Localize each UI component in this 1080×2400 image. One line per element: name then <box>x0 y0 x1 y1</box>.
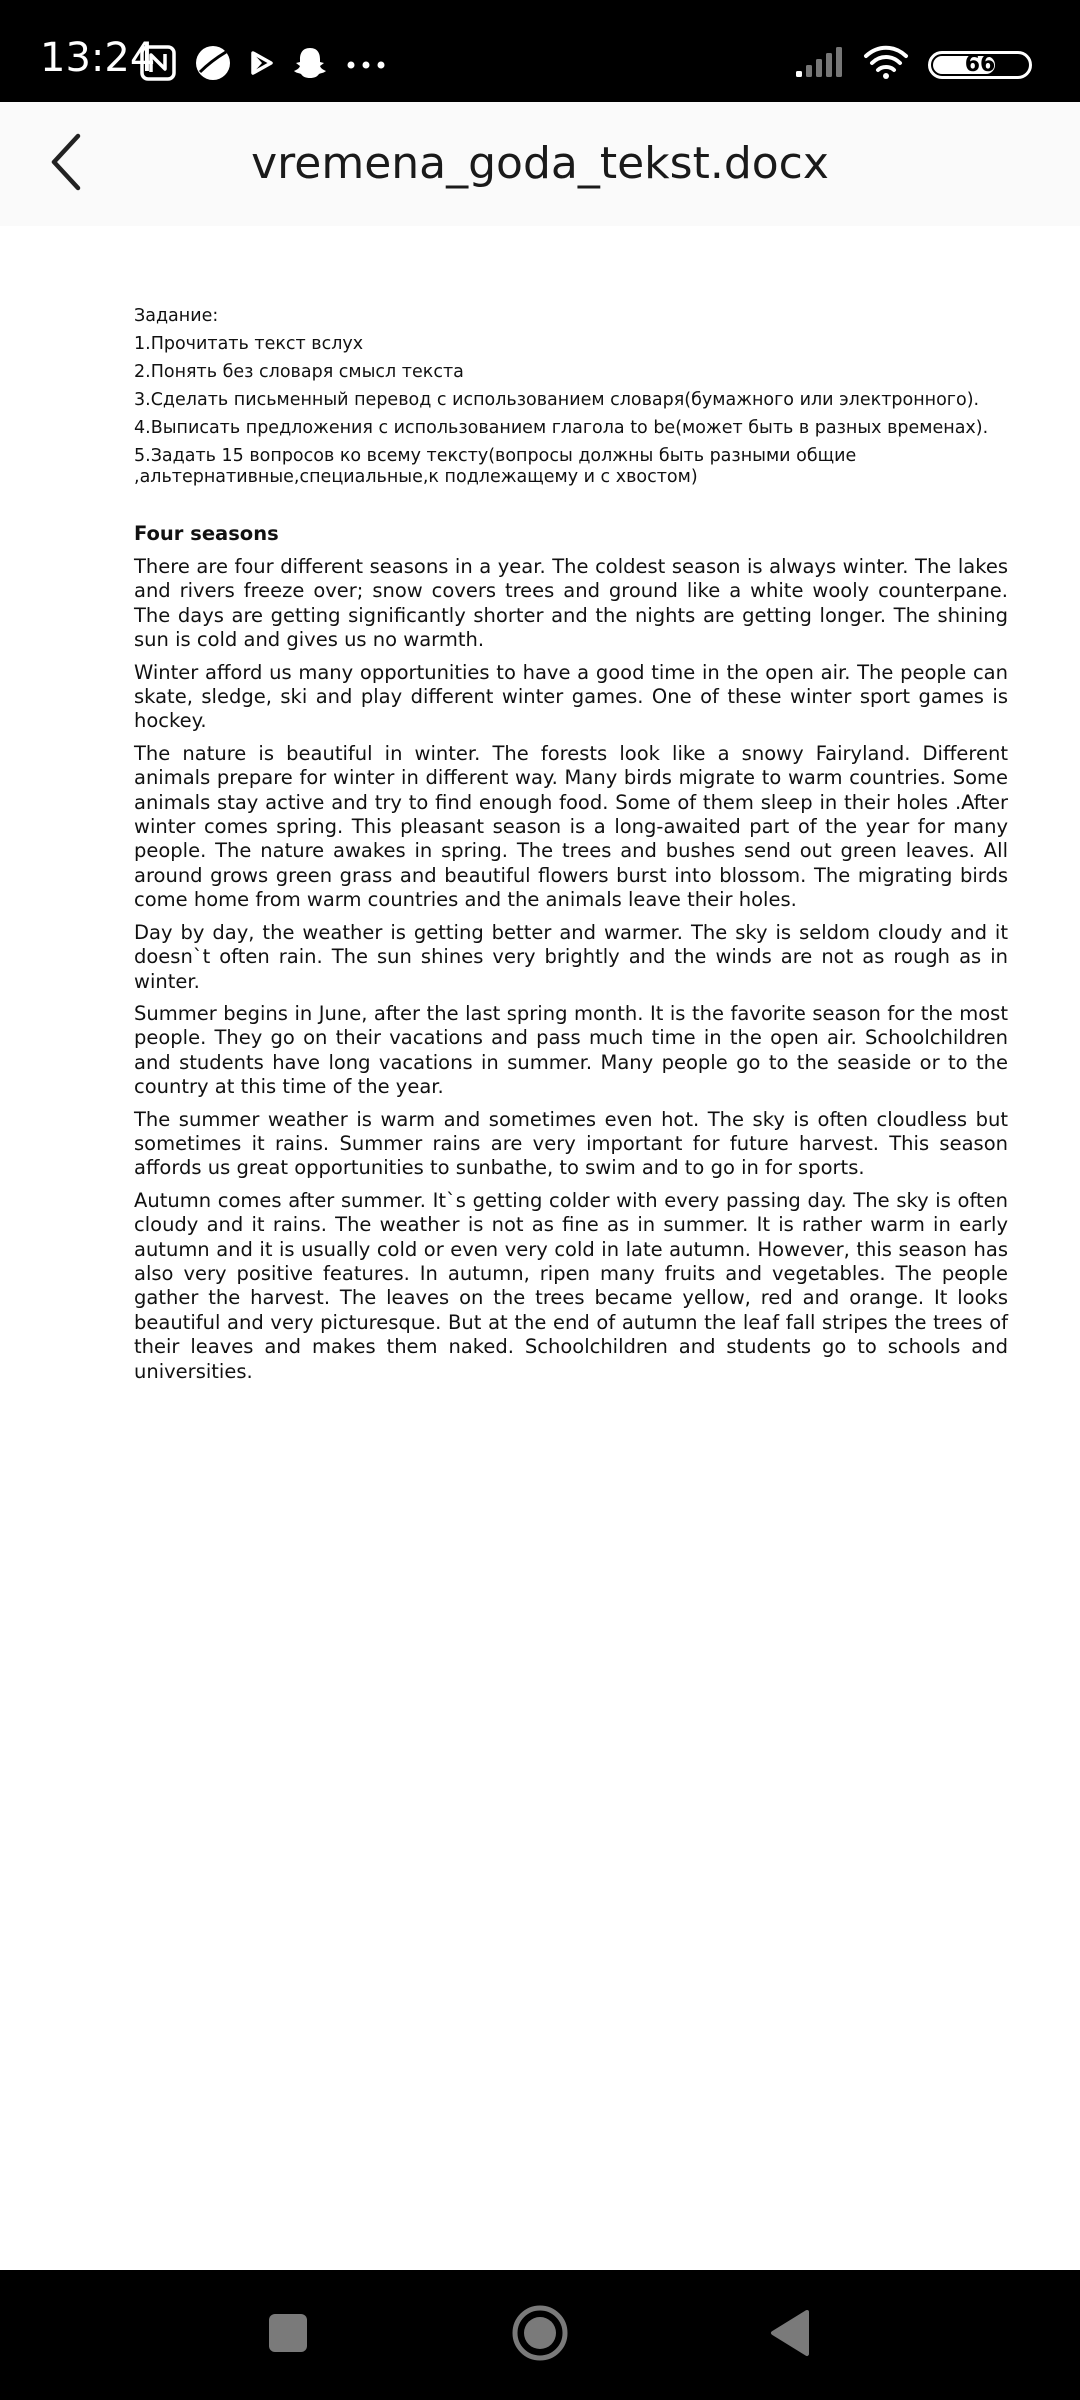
document-page <box>134 306 1008 1392</box>
signal-icon <box>794 45 844 84</box>
recents-button[interactable] <box>248 2300 328 2370</box>
document-title: vremena_goda_tekst.docx <box>251 138 829 189</box>
back-button[interactable] <box>30 128 102 200</box>
play-icon <box>250 50 274 81</box>
status-time: 13:24 <box>40 35 156 81</box>
status-bar <box>0 0 1080 102</box>
task-item: 2.Понять без словаря смысл текста <box>134 362 464 382</box>
task-item: 5.Задать 15 вопросов ко всему тексту(вопросы должны быть разными общие ,альтернативные,специальные,к подлежащему и с хвостом) <box>134 446 857 487</box>
system-back-button[interactable] <box>750 2300 830 2370</box>
snapchat-icon <box>292 45 328 86</box>
battery-icon <box>928 51 1032 79</box>
task-item: 3.Сделать письменный перевод с использованием словаря(бумажного или электронного). <box>134 390 980 410</box>
task-item: 4.Выписать предложения с использованием глагола to be(может быть в разных временах). <box>134 418 989 438</box>
task-item: 1.Прочитать текст вслух <box>134 334 364 354</box>
paragraph: The summer weather is warm and sometimes even hot. The sky is often cloudless but sometimes it rains. Summer rains are very important for future harvest. This season affords us great opportunities to sunbathe, to swim and to go in for sports. <box>134 1107 1008 1180</box>
chevron-left-icon <box>46 132 86 197</box>
home-button[interactable] <box>500 2300 580 2370</box>
status-left-icons <box>140 44 386 87</box>
app-icon <box>194 44 232 87</box>
recents-square-icon <box>266 2311 310 2360</box>
task-list <box>134 334 1008 488</box>
paragraph: The nature is beautiful in winter. The forests look like a snowy Fairyland. Different animals prepare for winter in different way. Many birds migrate to warm countries. Some animals stay active and try to find enough food. Some of them sleep in their holes .After winter comes spring. This pleasant season is a long-awaited part of the year for many people. The nature awakes in spring. The trees and bushes send out green leaves. All around grows green grass and beautiful flowers burst into blossom. The migrating birds come home from warm countries and the animals leave their holes. <box>134 741 1008 912</box>
paragraph: Day by day, the weather is getting better and warmer. The sky is seldom cloudy and it doesn`t often rain. The sun shines very brightly and the winds are not as rough as in winter. <box>134 920 1008 993</box>
paragraph: Summer begins in June, after the last spring month. It is the favorite season for the most people. They go on their vacations and pass much time in the open air. Schoolchildren and students have long vacations in summer. Many people go to the seaside or to the country at this time of the year. <box>134 1001 1008 1099</box>
status-right-icons <box>794 44 1032 85</box>
paragraph: There are four different seasons in a year. The coldest season is always winter. The lakes and rivers freeze over; snow covers trees and ground like a white wooly counterpane. The days are getting significantly shorter and the nights are getting longer. The shining sun is cold and gives us no warmth. <box>134 555 1008 652</box>
text-title: Four seasons <box>134 522 279 545</box>
nfc-icon <box>140 45 176 86</box>
wifi-icon <box>862 44 910 85</box>
home-circle-icon <box>510 2303 570 2368</box>
app-bar <box>0 102 1080 226</box>
paragraph: Autumn comes after summer. It`s getting colder with every passing day. The sky is often cloudy and it rains. The weather is not as fine as in summer. It is rather warm in early autumn and it is usually cold or even very cold in late autumn. However, this season has also very positive features. In autumn, ripen many fruits and vegetables. The people gather the harvest. The leaves on the trees became yellow, red and orange. It looks beautiful and very picturesque. But at the end of autumn the leaf fall stripes the trees of their leaves and makes them naked. Schoolchildren and students go to schools and universities. <box>134 1188 1008 1383</box>
task-heading: Задание: <box>134 306 219 326</box>
more-icon <box>346 57 386 75</box>
paragraph: Winter afford us many opportunities to have a good time in the open air. The people can skate, sledge, ski and play different winter games. One of these winter sport games is hockey. <box>134 660 1008 733</box>
back-triangle-icon <box>767 2308 813 2363</box>
navigation-bar <box>0 2270 1080 2400</box>
battery-level: 66 <box>964 51 996 77</box>
